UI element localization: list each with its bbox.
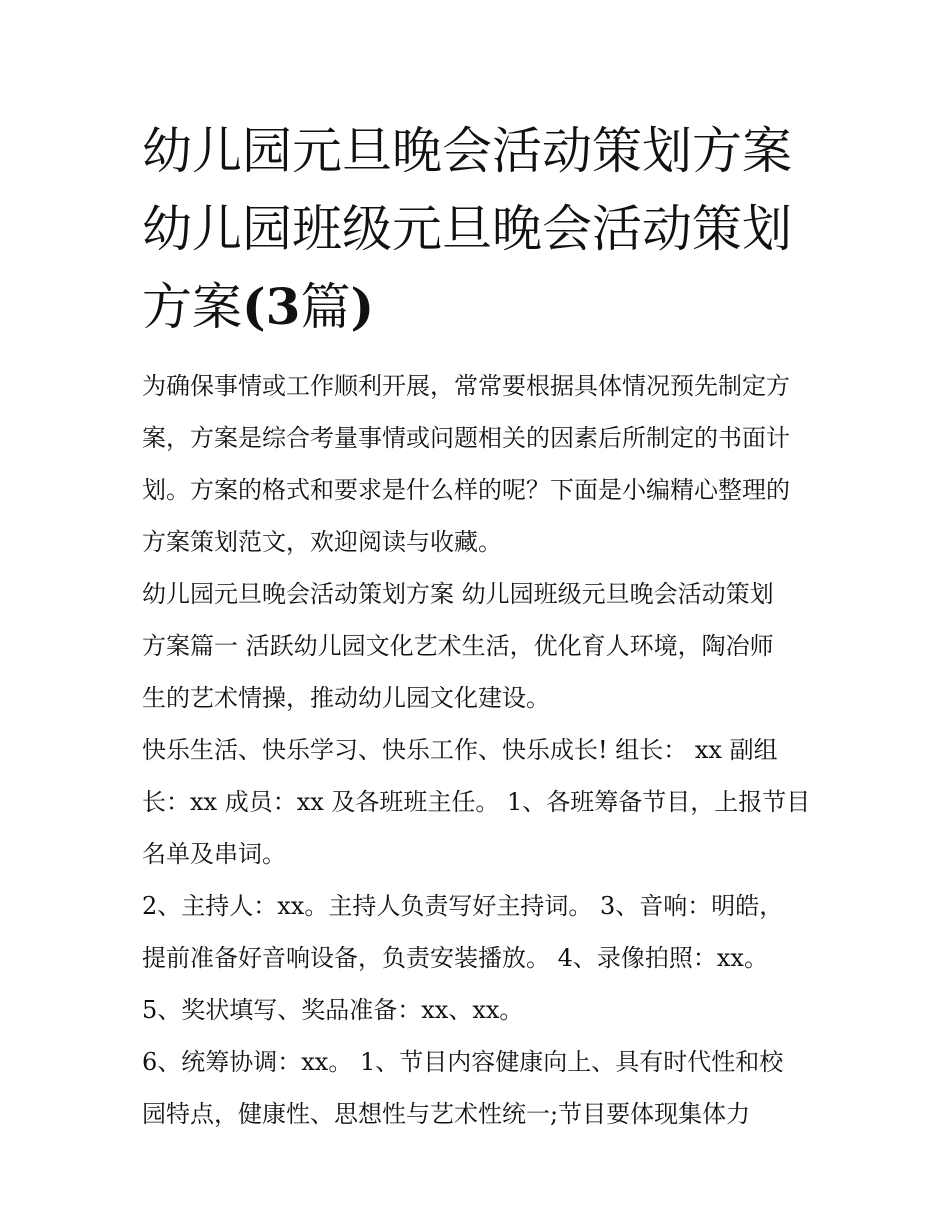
body-line: 园特点，健康性、思想性与艺术性统一;节目要体现集体力 — [142, 1100, 751, 1128]
title-line-1: 幼儿园元旦晚会活动策划方案 — [142, 122, 792, 180]
body-line: 长：xx 成员：xx 及各班班主任。 1、各班筹备节目，上报节目 — [142, 788, 811, 816]
title-line-3 — [142, 268, 822, 346]
title-line-2: 幼儿园班级元旦晚会活动策划 — [142, 200, 792, 258]
title-line-3-number: (3 — [242, 277, 301, 336]
body-line: 快乐生活、快乐学习、快乐工作、快乐成长! 组长： xx 副组 — [142, 736, 778, 764]
document-body — [142, 360, 822, 1140]
body-line: 划。方案的格式和要求是什么样的呢？下面是小编精心整理的 — [142, 476, 790, 504]
body-line: 方案篇一 活跃幼儿园文化艺术生活，优化育人环境，陶冶师 — [142, 632, 774, 660]
body-line: 提前准备好音响设备，负责安装播放。 4、录像拍照：xx。 — [142, 944, 768, 972]
body-line: 幼儿园元旦晚会活动策划方案 幼儿园班级元旦晚会活动策划 — [142, 580, 774, 608]
title-line-3-prefix: 方案 — [142, 278, 242, 336]
body-line: 名单及串词。 — [142, 840, 286, 868]
document-title — [142, 112, 822, 346]
body-line: 6、统筹协调：xx。 1、节目内容健康向上、具有时代性和校 — [142, 1048, 784, 1076]
body-line: 5、奖状填写、奖品准备：xx、xx。 — [142, 996, 524, 1024]
title-line-3-mid: 篇 — [300, 278, 351, 336]
document-page — [142, 112, 822, 1140]
body-line: 生的艺术情操，推动幼儿园文化建设。 — [142, 684, 550, 712]
body-line: 为确保事情或工作顺利开展，常常要根据具体情况预先制定方 — [142, 372, 790, 400]
body-line: 方案策划范文，欢迎阅读与收藏。 — [142, 528, 502, 556]
title-line-3-end: ) — [350, 277, 375, 336]
body-line: 2、主持人：xx。主持人负责写好主持词。 3、音响：明皓， — [142, 892, 784, 920]
body-line: 案，方案是综合考量事情或问题相关的因素后所制定的书面计 — [142, 424, 790, 452]
